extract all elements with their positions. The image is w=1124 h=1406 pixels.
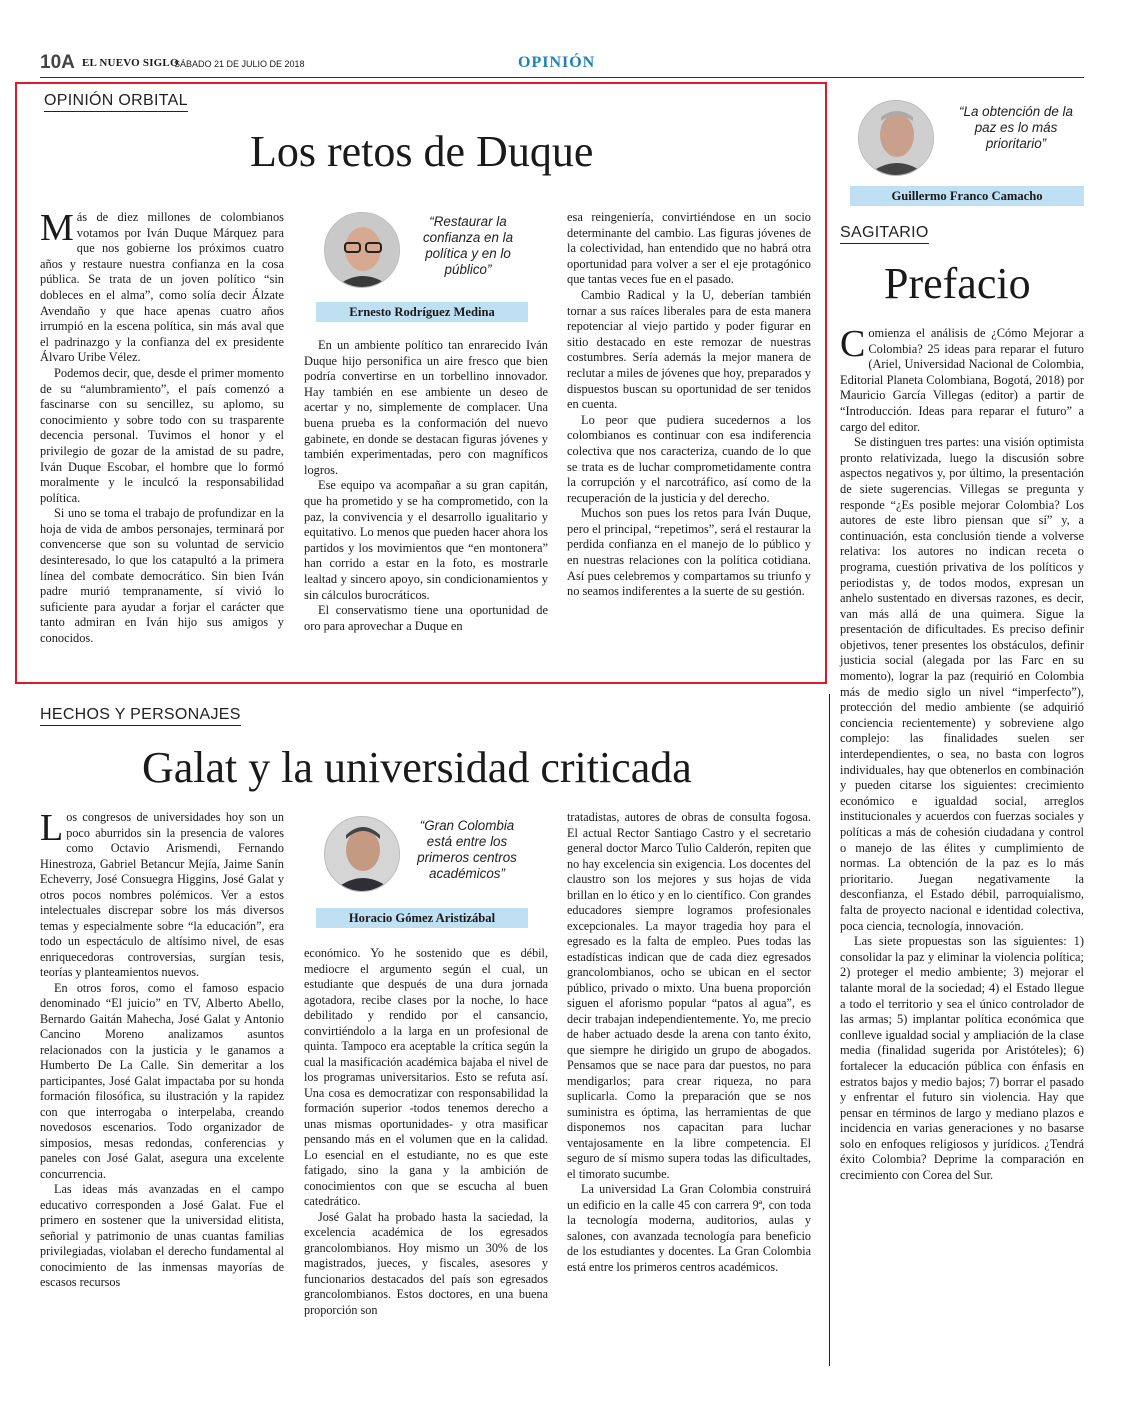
masthead: EL NUEVO SIGLO xyxy=(82,57,179,69)
article1-paragraph: Si uno se toma el trabajo de profundizar en la hoja de vida de ambos personajes, terminará por convencerse que son su voluntad de servicio desinteresado, lo que los catapultó a la primera línea del combate democrático. Sin bien Iván padre murió tempranamente, sí vivió lo suficiente para ayudar a forjar el carácter que tanto admiran en Iván hijo sus amigos y conocidos. xyxy=(40,506,284,646)
article2-paragraph: José Galat ha probado hasta la saciedad, la excelencia académica de los egresados grancolombianos. Hoy mismo un 30% de los magistrados, jueces, y fiscales, asesores y funcionarios destacados del país son egresados grancolombianos. Estos doctores, en una buena proporción son xyxy=(304,1209,548,1317)
article2-column-3 xyxy=(567,810,811,1275)
article2-paragraph: tratadistas, autores de obras de consulta fogosa. El actual Rector Santiago Castro y el secretario general doctor Marco Tulio Calderón, repiten que no hay excelencia sin exigencia. Los docentes del claustro son los mejores y sus hojas de vida brillan en lo ético y en lo científico. Con grandes educadores siempre logramos profesionales excepcionales. La mayor tragedia hoy para el egresado es la falta de empleo. Pues todas las estadísticas indican que de cada diez egresados grancolombianos, ocho se ubican en el sector público, privado o mixto. Una buena proporción siguen el aforismo popular “patos al agua”, es decir trabajan independientemente. Yo, me precio de haber actuado desde la arena con tanto éxito, que siempre he dirigido un grupo de abogados. Pensamos que se nace para dar puestos, no para mendigarlos; para crear riqueza, no para suplicarla. Como la preparación que se nos suministra es óptima, las herramientas de que disponemos nos capacitan para luchar ventajosamente en la libre competencia. El seguro de sí mismo supera todas las dificultades, el timorato sucumbe. xyxy=(567,810,811,1181)
drop-cap: L xyxy=(40,807,64,849)
article3-column xyxy=(840,323,1084,1184)
pull-quote: “La obtención de la paz es lo más prioritario” xyxy=(959,104,1073,151)
article2-kicker: HECHOS Y PERSONAJES xyxy=(40,706,241,726)
article1-kicker: OPINIÓN ORBITAL xyxy=(44,92,188,112)
article1-author-box xyxy=(316,206,528,324)
article3-paragraph: Las siete propuestas son las siguientes: 1) consolidar la paz y eliminar la violencia política; 2) proteger el medio ambiente; 3) mejorar el talante moral de la sociedad; 4) el Estado llegue a todo el territorio y sea el único controlador de las armas; 5) implantar política económica que conlleve igualdad social y ampliación de la clase media (finalidad sugerida por Aristóteles); 6) fortalecer la educación pública con énfasis en estratos bajos y medio bajos; 7) borrar el pasado y enfrentar el futuro sin violencia. Hay que pensar en términos de largo y mediano plazos e incidencia en varias generaciones y no basarse solo en enfoques religiosos y jurídicos. ¿Tendrá éxito Colombia? Deprime la comparación en crecimiento con Corea del Sur. xyxy=(840,934,1084,1183)
pull-quote: “Gran Colombia está entre los primeros centros académicos” xyxy=(417,818,517,881)
article1-column-3 xyxy=(567,210,811,600)
article3-author-box xyxy=(850,94,1084,210)
column-rule xyxy=(829,694,830,1366)
author-photo xyxy=(858,100,934,176)
author-name: Horacio Gómez Aristizábal xyxy=(316,908,528,928)
article2-paragraph: Las ideas más avanzadas en el campo educativo corresponden a José Galat. Fue el primero en sostener que la universidad elitista, señorial y patrimonio de unas cuantas familias privilegiadas, violaban el derecho fundamental al conocimiento de las inmensas mayorías de escasos recursos xyxy=(40,1182,284,1289)
article2-paragraph: Los congresos de universidades hoy son un poco aburridos sin la presencia de valores como Octavio Arismendi, Fernando Hinestroza, Gabriel Betancur Mejía, Jaime Sanín Echeverry, José Consuegra Higgins, José Galat y otros pocos nombres polémicos. Ver a estos intelectuales discrepar sobre los más diversos temas y especialmente sobre “la educación”, era todo un espectáculo de altísimo nivel, de esas enriquecedoras controversias, surgían tesis, teorías y planteamientos nuevos. xyxy=(40,807,284,979)
article1-paragraph: Lo peor que pudiera sucedernos a los colombianos es continuar con esa indiferencia colectiva que nos caracteriza, cuando de lo que se trata es de luchar comprometidamente contra la corrupción y el narcotráfico, así como de la recuperación de la justicia y del derecho. xyxy=(567,412,811,505)
author-photo xyxy=(324,212,400,288)
article1-column-1 xyxy=(40,207,284,647)
article1-paragraph: El conservatismo tiene una oportunidad de oro para aprovechar a Duque en xyxy=(304,603,548,633)
article2-column-2 xyxy=(304,946,548,1318)
article1-paragraph: Cambio Radical y la U, deberían también tornar a sus raíces liberales para de esta manera repotenciar al viejo partido y poder figurar en sitio destacado en este remozar de nuestras costumbres. Sería además la mejor manera de reclutar a miles de jóvenes que hoy, preparados y dispuestos buscan su oportunidad de ser tenidos en cuenta. xyxy=(567,287,811,412)
article1-paragraph: Ese equipo va acompañar a su gran capitán, que ha prometido y se ha comprometido, con la paz, la convivencia y el desarrollo igualitario y equitativo. Lo menos que pueden hacer ahora los partidos y los movimientos que “en montonera” han corrido a estar en la foto, es mostrarle lealtad y sincero apoyo, sin condicionamientos y sin cálculos burocráticos. xyxy=(304,478,548,602)
article3-headline: Prefacio xyxy=(884,259,1031,308)
article1-paragraph: esa reingeniería, convirtiéndose en un socio determinante del cambio. Las figuras jóvenes de la colectividad, han entendido que no habrá otra oportunidad para volver a ser el eje protagónico que tantas veces fue en el pasado. xyxy=(567,210,811,287)
article1-paragraph: Más de diez millones de colombianos votamos por Iván Duque Márquez para que nos gobierne los próximos cuatro años y restaure nuestra confianza en la cosa pública. Se trata de un joven político “sin dobleces en el alma”, como solía decir Álzate Avendaño y que hace apenas cuatro años irrumpió en la escena política, sin más aval que el padrinazgo y la confianza del ex presidente Álvaro Uribe Vélez. xyxy=(40,207,284,365)
author-photo xyxy=(324,816,400,892)
section-title: OPINIÓN xyxy=(518,54,596,71)
author-name: Ernesto Rodríguez Medina xyxy=(316,302,528,322)
article1-paragraph: Podemos decir, que, desde el primer momento de su “alumbramiento”, el país comenzó a fascinarse con su sencillez, su aplomo, su conocimiento y sobre todo con su trasparente decencia personal. Tuvimos el honor y el privilegio de gozar de la amistad de su padre, Iván Duque Escobar, el hombre que lo formó moralmente y le inculcó la responsabilidad política. xyxy=(40,365,284,505)
author-name: Guillermo Franco Camacho xyxy=(850,186,1084,206)
drop-cap: C xyxy=(840,323,866,365)
article3-paragraph: Se distinguen tres partes: una visión optimista pronto relativizada, luego la discusión sobre aspectos negativos y, por último, la presentación de siete sugerencias. Villegas se pregunta y responde “¿Es posible mejorar Colombia? Los autores de este libro piensan que sí” y, a continuación, esta conclusión tiende a volverse relativa: los autores no indican receta o programa, cuestión privativa de los políticos y periodistas y, de todos modos, expresan un anhelo sustentado en diversas razones, es decir, van más allá de una quimera. Sigue la presentación de dificultades. Es preciso definir objetivos, tener presentes los obstáculos, definir justicia social (alegada por las Farc en su momento), lograr la paz (requirió en Colombia más de medio siglo un nivel “imperfecto”), protección del medio ambiente (se adquirió conciencia recientemente) y sobreviene algo complejo: las finalidades suelen ser interdependientes, o sea, no basta con logros individuales, hay que obtenerlos en combinación y pueden citarse los siguientes: crecimiento económico e igualdad social, arreglos institucionales y acuerdos con fuerzas sociales y políticas a más de cohesión ciudadana y control o manejo de las élites y cumplimiento de normas. La obtención de la paz es lo más prioritario. Juegan negativamente la desconfianza, el Estado débil, parroquialismo, falta de proyecto nacional e identidad colectiva, poca ciencia, tecnología, innovación. xyxy=(840,435,1084,933)
pull-quote: “Restaurar la confianza en la política y en lo público” xyxy=(422,214,514,277)
page-header xyxy=(40,52,1084,78)
article3-paragraph: Comienza el análisis de ¿Cómo Mejorar a Colombia? 25 ideas para reparar el futuro (Ariel, Universidad Nacional de Colombia, Editorial Planeta Colombiana, Bogotá, 2018) por Mauricio García Villegas (editor) a partir de “Introducción. Ideas para reparar el futuro” a cargo del editor. xyxy=(840,323,1084,434)
article3-kicker: SAGITARIO xyxy=(840,224,929,244)
article1-column-2 xyxy=(304,338,548,634)
issue-date: SÁBADO 21 DE JULIO DE 2018 xyxy=(174,59,305,69)
drop-cap: M xyxy=(40,207,74,249)
article2-paragraph: económico. Yo he sostenido que es débil, mediocre el argumento según el cual, un estudiante que después de una dura jornada agotadora, recibe clases por la noche, lo hace debilitado y rendido por el cansancio, convirtiéndolo a la larga en un profesional de quinta. Tampoco era aceptable la crítica según la cual la masificación académica bajaba el nivel de los programas universitarios. Esto se refuta así. Una cosa es democratizar con responsabilidad la formación superior -todos tenemos derecho a unas mismas oportunidades- y otra masificar pensando más en el volumen que en la calidad. Lo esencial en el estudiante, no es que este fatigado, sino la gana y la ambición de conocimientos con que se escucha al buen catedrático. xyxy=(304,946,548,1208)
article2-column-1 xyxy=(40,807,284,1291)
article2-paragraph: En otros foros, como el famoso espacio denominado “El juicio” en TV, Alberto Abello, Bernardo Gaitán Mahecha, José Galat y Antonio Cancino Moreno analizamos asuntos relacionados con la justicia y le ganamos a Humberto De La Calle. Sin demeritar a los participantes, José Galat impactaba por su honda formación filosófica, su ilustración y la rapidez con que interrogaba o interpelaba, creando novedosos escenarios. Todo organizador de simposios, mesas redondas, conferencias y paneles con José Galat, asegura una excelente concurrencia. xyxy=(40,980,284,1181)
article1-paragraph: Muchos son pues los retos para Iván Duque, pero el principal, “repetimos”, será el restaurar la perdida confianza en el manejo de lo público y en nuestras relaciones con la política cotidiana. Así pues celebremos y compartamos su triunfo y no seamos indiferentes a la suerte de su gestión. xyxy=(567,506,811,599)
article1-headline: Los retos de Duque xyxy=(250,127,594,176)
article1-paragraph: En un ambiente político tan enrarecido Iván Duque hijo personifica un aire fresco que bien podría convertirse en un torbellino innovador. Hay también en ese ambiente un deseo de acertar y no, simplemente de complacer. Una buena prueba es la conformación del nuevo gabinete, en donde se destacan figuras jóvenes y también experimentadas, pero con magníficos logros. xyxy=(304,338,548,477)
article2-author-box xyxy=(316,810,528,932)
article2-headline: Galat y la universidad criticada xyxy=(142,743,692,792)
article2-paragraph: La universidad La Gran Colombia construirá un edificio en la calle 45 con carrera 9ª, con toda la tecnología moderna, auditorios, aulas y salones, con avanzada tecnología para beneficio de los estudiantes y docentes. La Gran Colombia está entre los primeros centros académicos. xyxy=(567,1182,811,1274)
page-number: 10A xyxy=(40,52,75,73)
